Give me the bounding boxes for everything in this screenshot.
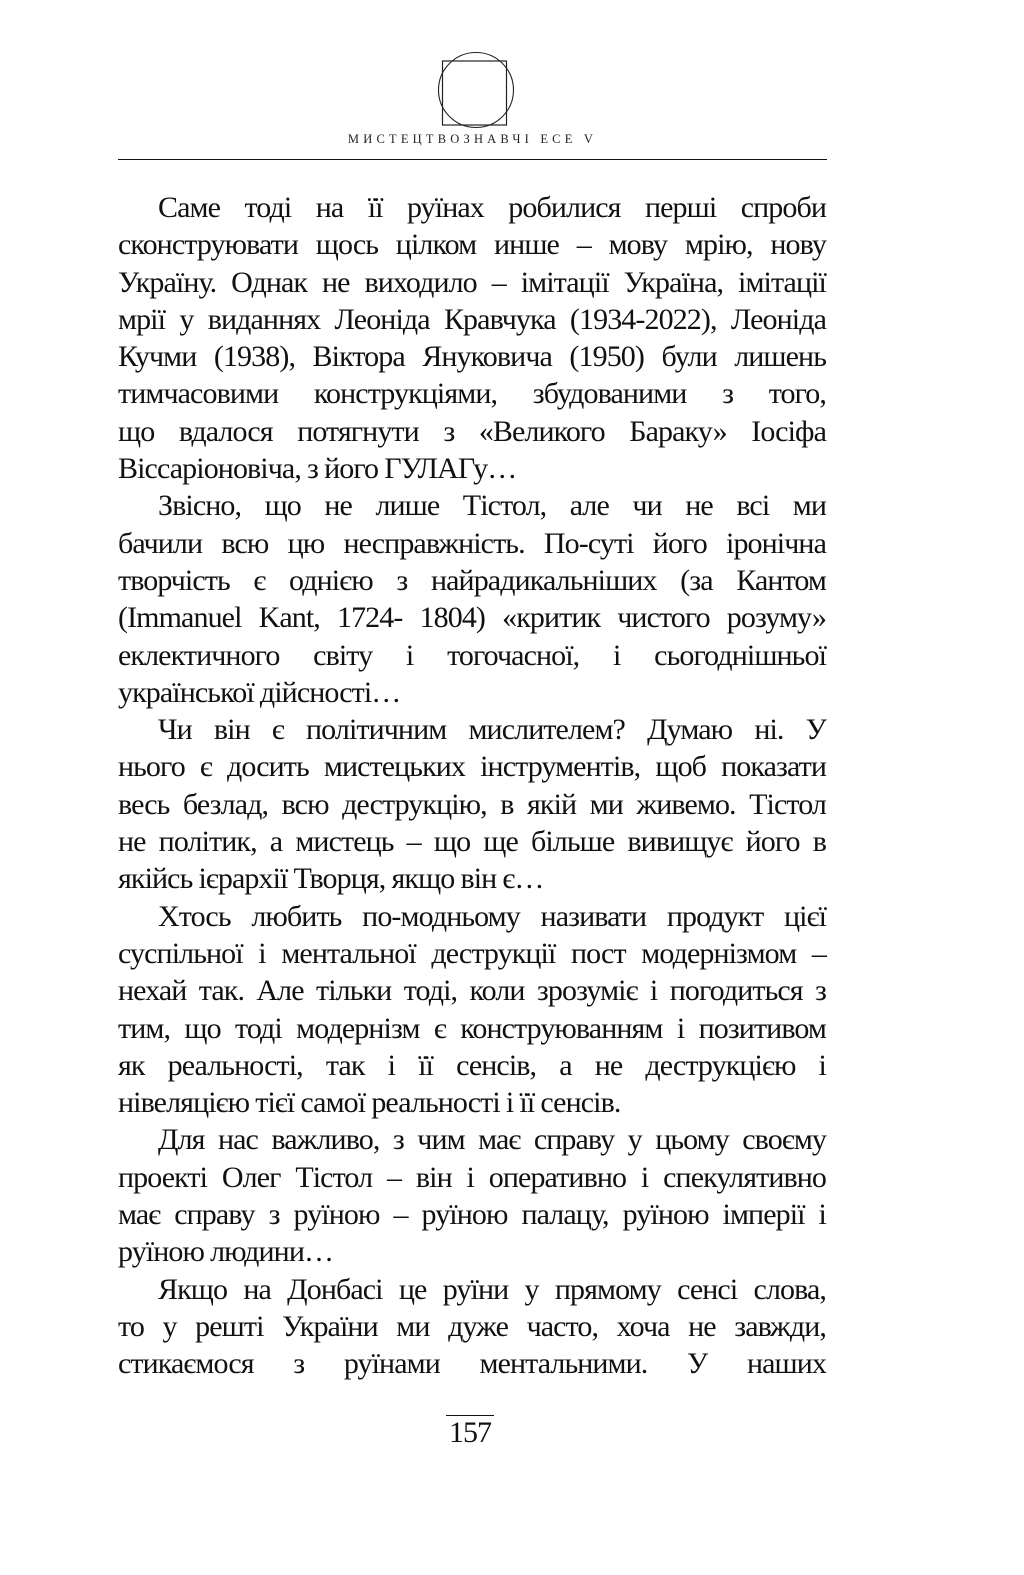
paragraph	[118, 487, 826, 711]
paragraph	[118, 189, 826, 487]
paragraph	[118, 1121, 826, 1270]
text-line: Для нас важливо, з чим має справу у цьому своєму	[158, 1123, 826, 1157]
text-line: сконструювати щось цілком инше – мову мрію, нову	[118, 228, 826, 262]
text-line: весь безлад, всю деструкцію, в якій ми живемо. Тістол	[118, 787, 826, 821]
header-rule	[118, 159, 827, 160]
text-line: Саме тоді на її руїнах робилися перші спроби	[158, 191, 826, 224]
paragraph	[118, 898, 826, 1122]
text-line: творчість є однією з найрадикальніших (за Кантом	[118, 563, 826, 597]
text-line: проекті Олег Тістол – він і оперативно і спекулятивно	[118, 1160, 826, 1194]
text-line: якійсь ієрархії Творця, якщо він є…	[118, 862, 544, 896]
text-line: мрії у виданнях Леоніда Кравчука (1934-2022), Леоніда	[118, 302, 826, 336]
text-line: нехай так. Але тільки тоді, коли зрозуміє і погодиться з	[118, 974, 826, 1008]
text-line: нівеляцією тієї самої реальності і її сенсів.	[118, 1086, 621, 1120]
text-line: як реальності, так і її сенсів, а не деструкцією і	[118, 1048, 826, 1082]
text-line: суспільної і ментальної деструкції пост модернізмом –	[118, 936, 826, 970]
paragraph	[118, 1271, 826, 1383]
running-title: МИСТЕЦТВОЗНАВЧІ ЕСЕ V	[347, 132, 598, 146]
paragraph	[118, 711, 826, 897]
text-line: Звісно, що не лише Тістол, але чи не всі ми	[158, 489, 826, 523]
text-line: Чи він є політичним мислителем? Думаю ні. У	[158, 713, 826, 747]
text-line: Якщо на Донбасі це руїни у прямому сенсі слова,	[158, 1272, 826, 1306]
text-line: руїною людини…	[118, 1235, 334, 1269]
text-line: не політик, а мистець – що ще більше вивищує його в	[118, 825, 826, 859]
text-line: має справу з руїною – руїною палацу, руїною імперії і	[118, 1198, 826, 1232]
text-line: стикаємося з руїнами ментальними. У наших	[118, 1347, 826, 1381]
text-line: Кучми (1938), Віктора Януковича (1950) були лишень	[118, 340, 826, 374]
text-line: що вдалося потягнути з «Великого Бараку» Іосіфа	[118, 414, 826, 448]
circle-square-emblem-icon	[436, 50, 516, 130]
text-line: Хтось любить по-модньому називати продукт цієї	[158, 899, 826, 933]
text-line: тим, що тоді модернізм є конструюванням і позитивом	[118, 1011, 826, 1045]
page-number: 157	[446, 1415, 494, 1448]
text-line: української дійсності…	[118, 675, 401, 709]
text-line: тимчасовими конструкціями, збудованими з того,	[118, 377, 826, 411]
text-line: нього є досить мистецьких інструментів, щоб показати	[118, 750, 826, 784]
text-line: еклектичного світу і тогочасної, і сьогоднішньої	[118, 638, 826, 672]
text-line: Україну. Однак не виходило – імітації Україна, імітації	[118, 265, 826, 299]
text-line: то у решті України ми дуже часто, хоча не завжди,	[118, 1309, 826, 1343]
text-line: Віссаріоновіча, з його ГУЛАГу…	[118, 452, 517, 486]
body-text	[118, 189, 826, 1383]
text-line: (Immanuel Kant, 1724- 1804) «критик чистого розуму»	[118, 601, 826, 635]
text-line: бачили всю цю несправжність. По-суті його іронічна	[118, 526, 826, 560]
